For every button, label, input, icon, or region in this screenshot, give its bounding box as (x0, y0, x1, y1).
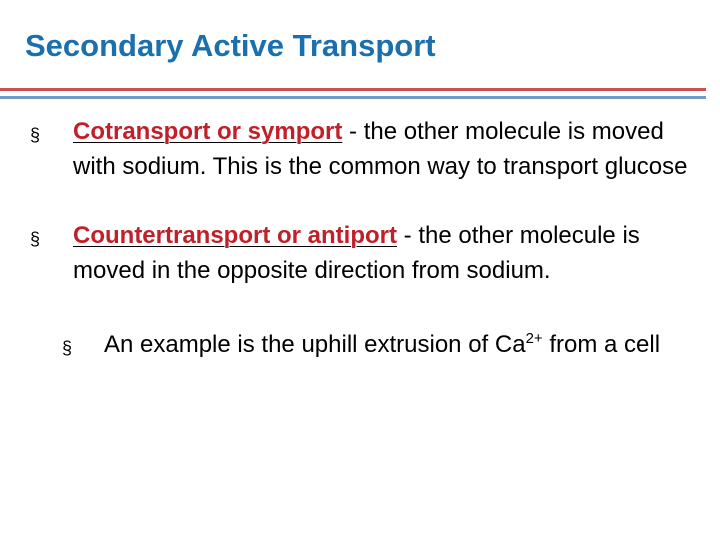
charge-superscript: 2+ (525, 330, 543, 347)
sub-bullet-text: An example is the uphill extrusion of Ca (104, 331, 526, 358)
bullet-marker: § (30, 229, 41, 249)
bullet-marker: § (30, 125, 41, 145)
sub-bullet-example (104, 328, 704, 363)
term-cotransport: Cotransport or symport (73, 118, 343, 145)
sub-bullet-marker: § (62, 338, 73, 358)
bullet-text: - the other molecule is moved with sodium. This is the common way to transport glucose (73, 118, 688, 180)
slide-title: Secondary Active Transport (25, 28, 436, 63)
bullet-countertransport (73, 219, 693, 288)
bullet-cotransport (73, 115, 693, 184)
bullet-text: - the other molecule is moved in the opposite direction from sodium. (73, 222, 640, 284)
sub-bullet-text-end: from a cell (542, 331, 661, 358)
term-countertransport: Countertransport or antiport (73, 222, 397, 249)
